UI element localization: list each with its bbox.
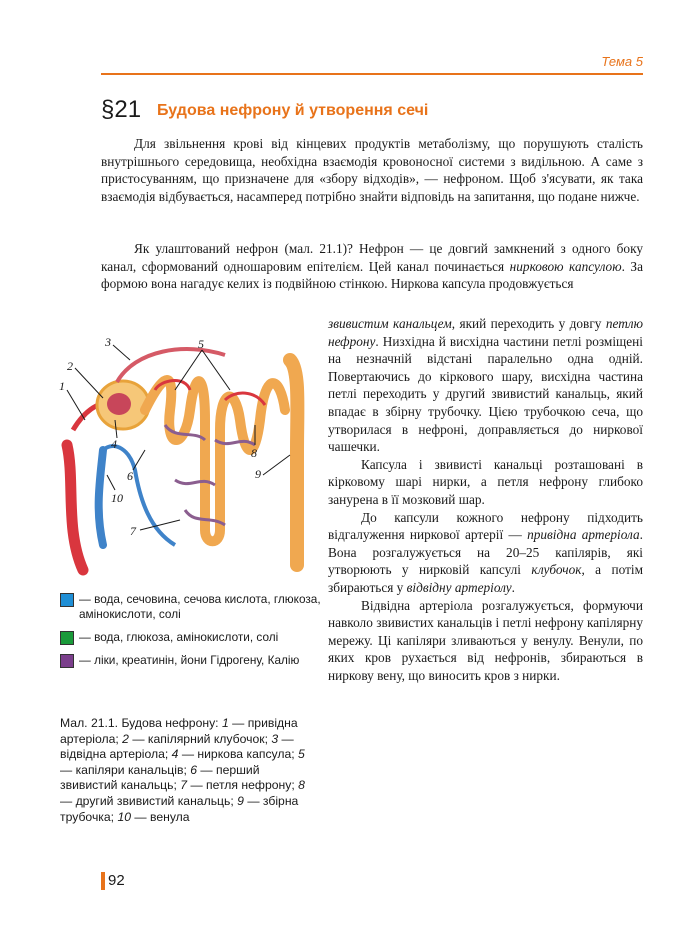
figure-label-1: 1: [59, 379, 65, 393]
header-rule: [101, 73, 643, 75]
paragraph-intro: Для звільнення крові від кінцевих продуктів метаболізму, що порушують сталість внутрішнього середовища, необхідна взаємодія кровоносної системи з видільною. А саме з пристосуванням, що призначене для «збору відходів», — нефроном. Щоб з'ясувати, як така взаємодія відбувається, насамперед потрібно знайти відповідь на запитання, що подане нижче.: [101, 136, 643, 204]
paragraph-nephron: Як улаштований нефрон (мал. 21.1)? Нефрон — це довгий замкнений з одного боку канал, сформований одношаровим епітелієм. Цей канал починається нирковою капсулою. За формою вона нагадує келих із подвійною стінкою. Ниркова капсула продовжується: [101, 241, 643, 292]
paragraph-nephron-continued: звивистим канальцем, який переходить у довгу петлю нефрону. Низхідна й висхідна частини петлі розміщені на незначній відстані паралельно одна одній. Повертаючись до кіркового шару, висхідна частина петлі переходить у другий звивистий канальць, який впадає в збірну трубочку. Цією трубочкою сеча, що утворилася в нефроні, доправляється до ниркової чашечки.: [328, 316, 643, 455]
legend-item: — вода, глюкоза, амінокислоти, солі: [60, 630, 328, 645]
figure-label-7: 7: [130, 524, 136, 538]
collecting-duct-shape: [290, 360, 297, 565]
nephron-figure: [55, 330, 325, 580]
term-nephron-loop: петлю нефрону: [328, 316, 643, 349]
figure-label-10: 10: [111, 491, 123, 505]
term-efferent-arteriole: відвідну артеріолу: [406, 579, 512, 595]
figure-label-5: 5: [198, 337, 204, 351]
page-number-marker: [101, 872, 105, 890]
figure-legend: [60, 592, 328, 676]
paragraph-arteriole: До капсули кожного нефрону підходить відгалуження ниркової артерії — привідна артеріола. Вона розгалужується на 20–25 капілярів, які утворюють у нирковій капсулі клубочок, а потім збираються у відвідну артеріолу.: [328, 509, 643, 595]
page-number: 92: [108, 872, 125, 889]
afferent-arteriole-shape: [67, 445, 83, 570]
figure-label-6: 6: [127, 469, 133, 483]
topic-label: Тема 5: [601, 54, 643, 69]
term-afferent-arteriole: привідна артеріола: [527, 527, 640, 543]
legend-swatch-blue: [60, 593, 74, 607]
legend-item: — ліки, креатинін, йони Гідрогену, Калію: [60, 653, 328, 668]
section-title: Будова нефрону й утворення сечі: [157, 102, 429, 119]
figure-label-4: 4: [111, 437, 117, 451]
figure-label-2: 2: [67, 359, 73, 373]
right-column: [328, 315, 643, 684]
figure-label-3: 3: [105, 335, 111, 349]
figure-label-9: 9: [255, 467, 261, 481]
legend-item: — вода, сечовина, сечова кислота, глюкоза, амінокислоти, солі: [60, 592, 328, 622]
paragraph-cortex: Капсула і звивисті канальці розташовані в кірковому шарі нирки, а петля нефрону глибоко занурена в її мозковий шар.: [328, 456, 643, 507]
term-glomerulus: клубочок: [531, 562, 582, 578]
paragraph-venules: Відвідна артеріола розгалужується, формуючи навколо звивистих канальців і петлі нефрону капілярну мережу. Ці капіляри зливаються у венулу. Венули, по яких кров рухається від нефронів, збираються в ниркову вену, що виносить кров з нирки.: [328, 597, 643, 683]
figure-caption: Мал. 21.1. Будова нефрону: 1 — привідна артеріола; 2 — капілярний клубочок; 3 — відвідна артеріола; 4 — ниркова капсула; 5 — капіляри канальців; 6 — перший звивистий канальць; 7 — петля нефрону; 8 — другий звивистий канальць; 9 — збірна трубочка; 10 — венула: [60, 716, 305, 824]
figure-label-8: 8: [251, 446, 257, 460]
legend-swatch-green: [60, 631, 74, 645]
section-number: §21: [101, 96, 142, 123]
legend-swatch-purple: [60, 654, 74, 668]
term-renal-capsule: нирковою капсулою: [509, 258, 622, 274]
venule-shape: [99, 450, 103, 545]
term-convoluted-tubule: звивистим канальцем: [328, 316, 452, 331]
